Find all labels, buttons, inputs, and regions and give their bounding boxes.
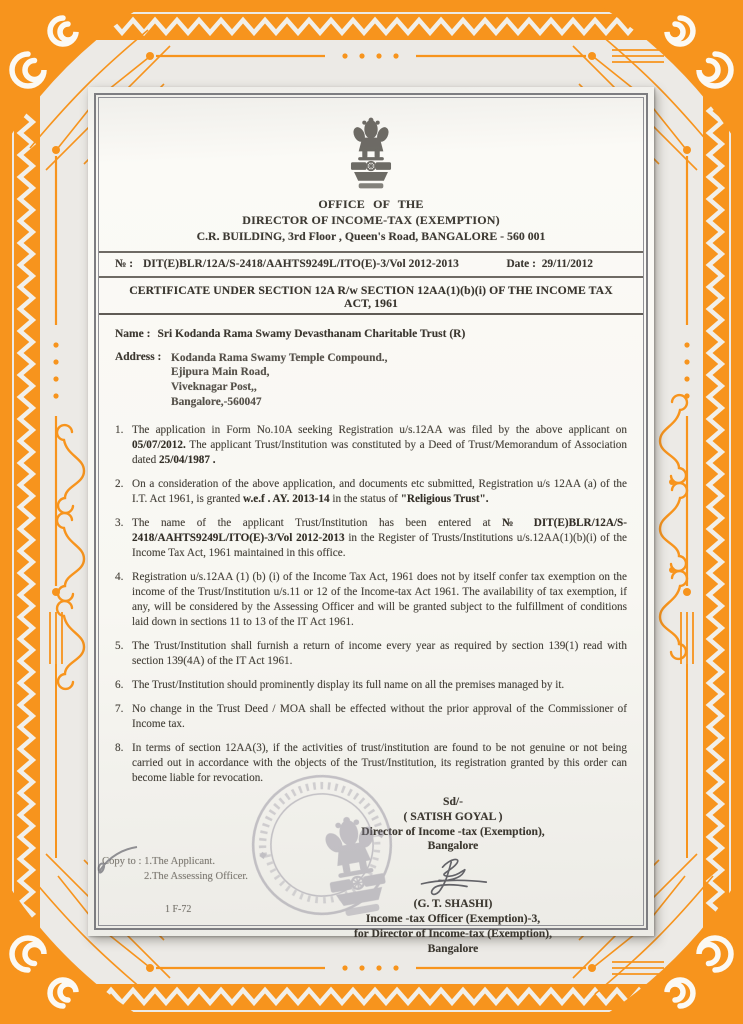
reference-row: [115, 258, 627, 270]
name-value: Sri Kodanda Rama Swamy Devasthanam Charitable Trust (R): [157, 327, 466, 340]
address-line: Bangalore,-560047: [171, 396, 262, 409]
clause-text: In terms of section 12AA(3), if the activities of trust/institution are found to be not genuine or not being carried out in accordance with the objects of the Trust/Institution, its registration granted by this order can become liable for revocation.: [132, 741, 627, 784]
official-round-seal-stamp-icon: [237, 760, 406, 929]
address-label: Address :: [115, 350, 162, 363]
clause-4: [115, 570, 627, 630]
handwritten-tick-icon: [95, 845, 141, 879]
clause-text: The application in Form No.10A seeking Registration u/s.12AA was filed by the above applicant on 05/07/2012. The applicant Trust/Institution was constituted by a Deed of Trust/Memorandum of Association dated 25/04/1987 .: [132, 423, 627, 466]
india-national-emblem-icon: [115, 116, 627, 197]
address-line: Kodanda Rama Swamy Temple Compound.,: [171, 351, 388, 364]
clause-3: [115, 516, 627, 561]
clause-5: [115, 639, 627, 669]
copy-to-note: [102, 854, 248, 885]
clause-text: No change in the Trust Deed / MOA shall be effected without the prior approval of the Commissioner of Income tax.: [132, 702, 627, 730]
clause-number: 6.: [115, 678, 124, 691]
clause-number: 5.: [115, 639, 124, 652]
signatory2-name: (G. T. SHASHI): [413, 897, 493, 911]
clause-7: [115, 702, 627, 732]
clause-text: The Trust/Institution should prominently display its full name on all the premises managed by it.: [132, 678, 565, 691]
clause-number: 1.: [115, 423, 124, 436]
document-outer-rule: [94, 93, 648, 955]
clause-text: The name of the applicant Trust/Institution has been entered at № DIT(E)BLR/12A/S-2418/AAHTS9249L/ITO(E)-3/Vol 2012-2013 in the Register of Trusts/Institutions u/s.12AA(1)(b)(i) of the Income Tax Act, 1961 maintained in this office.: [132, 516, 628, 559]
clause-text: The Trust/Institution shall furnish a return of income every year as required by section 139(1) read with section 139(4A) of the IT Act 1961.: [132, 639, 627, 667]
form-code: 1 F-72: [165, 904, 192, 915]
copy-to-line-1: Copy to : 1.The Applicant.: [102, 856, 215, 867]
name-label: Name :: [115, 327, 151, 340]
document-inner-rule: [98, 97, 644, 955]
right-scroll-ornament: [660, 395, 687, 659]
signatory1-role: Director of Income -tax (Exemption),: [361, 824, 545, 838]
sd-line: Sd/-: [443, 794, 463, 808]
signatory2-for: for Director of Income-tax (Exemption),: [353, 926, 552, 940]
signatory2-role: Income -tax Officer (Exemption)-3,: [365, 912, 541, 926]
address-lines: [171, 351, 387, 410]
horizontal-rule: [99, 251, 643, 253]
office-line-1: OFFICE OF THE: [318, 197, 424, 211]
office-line-2: DIRECTOR OF INCOME-TAX (EXEMPTION): [242, 212, 500, 227]
clause-2: [115, 477, 627, 507]
clause-number: 3.: [115, 516, 124, 529]
address-line: Viveknagar Post,,: [171, 381, 257, 394]
clause-text: Registration u/s.12AA (1) (b) (i) of the Income Tax Act, 1961 does not by itself confer tax exemption on the income of the Trust/Institution u/s.11 or 12 of the Income-tax Act 1961. The availability of tax exemption, if any, will be considered by the Assessing Officer and will be granted subject to the fulfillment of conditions laid down in sections 11 to 13 of the IT Act 1961.: [132, 570, 627, 628]
address-line: Ejipura Main Road,: [171, 366, 270, 379]
signatory1-place: Bangalore: [427, 839, 479, 853]
copy-to-line-2: 2.The Assessing Officer.: [144, 871, 248, 883]
clause-list: [115, 423, 627, 786]
applicant-name-row: [115, 328, 627, 340]
clause-number: 2.: [115, 477, 124, 490]
reference-number-label: № :: [115, 257, 134, 270]
date-field: [503, 258, 593, 270]
clause-1: [115, 423, 627, 468]
left-scroll-ornament: [57, 425, 84, 689]
title-underline: [99, 313, 643, 315]
signatory1-name: ( SATISH GOYAL ): [403, 809, 503, 823]
clause-6: [115, 678, 627, 693]
horizontal-rule: [99, 276, 643, 278]
certificate-title: CERTIFICATE UNDER SECTION 12A R/w SECTION 12AA(1)(b)(i) OF THE INCOME TAX ACT, 1961: [129, 283, 613, 310]
clause-number: 4.: [115, 570, 124, 583]
document-sheet: [88, 87, 654, 955]
signatory2-place: Bangalore: [427, 941, 479, 955]
clause-number: 7.: [115, 702, 124, 715]
handwritten-signature-icon: [407, 855, 499, 897]
clause-text: On a consideration of the above application, and documents etc submitted, Registration u/s 12AA (a) of the I.T. Act 1961, is granted w.e.f . AY. 2013-14 in the status of "Religious Trust".: [132, 477, 627, 505]
reference-number-value: DIT(E)BLR/12A/S-2418/AAHTS9249L/ITO(E)-3/Vol 2012-2013: [143, 257, 459, 270]
date-value: 29/11/2012: [541, 257, 593, 270]
clause-number: 8.: [115, 741, 124, 754]
applicant-address-row: [115, 351, 627, 410]
office-address-line: C.R. BUILDING, 3rd Floor , Queen's Road, BANGALORE - 560 001: [196, 228, 546, 243]
date-label: Date :: [506, 257, 536, 270]
